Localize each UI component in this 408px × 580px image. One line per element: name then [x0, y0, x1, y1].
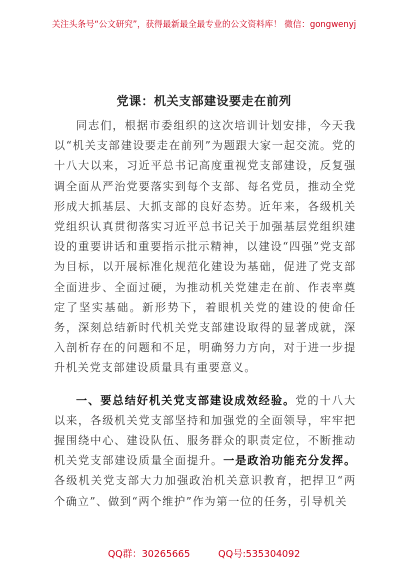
- section-text-continued: 各级机关党支部大力加强政治机关意识教育，把捍卫“两个确立”、做到“两个维护”作为第一位的任务，引导机关: [54, 474, 356, 508]
- footer-qq-group: QQ群：30265665: [107, 549, 191, 560]
- section-text: 党的十八大以来，各级机关党支部坚持和加强党的全面领导，牢牢把握围绕中心、建设队伍、服务群众的职责定位，不断推动机关党支部建设质量全面提升。: [54, 393, 357, 468]
- paragraph-section-one: [54, 391, 356, 512]
- document-title: 党课：机关支部建设要走在前列: [116, 94, 292, 108]
- paragraph-intro: 同志们，根据市委组织的这次培训计划安排，今天我以“机关支部建设要走在前列”为题跟大家一起交流。党的十八大以来，习近平总书记高度重视党支部建设，反复强调全面从严治党要落实到每个支部、每名党员，推动全党形成大抓基层、大抓支部的良好态势。近年来，各级机关党组织认真贯彻落实习近平总书记关于加强基层党组织建设的重要讲话和重要指示批示精神，以建设“四强”党支部为目标，以开展标准化规范化建设为基础，促进了党支部全面进步、全面过硬，为推动机关党建走在前、作表率奠定了坚实基础。新形势下，着眼机关党的建设的使命任务，深刻总结新时代机关党支部建设取得的显著成就，深入剖析存在的问题和不足，明确努力方向，对于进一步提升机关党支部建设质量具有重要意义。: [54, 119, 356, 375]
- document-body: [54, 116, 356, 512]
- footer-qq-number: QQ号:535304092: [218, 549, 301, 560]
- footer-banner: [0, 546, 408, 560]
- section-heading: 一、要总结好机关党支部建设成效经验。: [76, 393, 296, 407]
- section-subheading: 一是政治功能充分发挥。: [223, 454, 356, 468]
- header-banner: 关注头条号“公文研究”，获得最新最全最专业的公文资料库！ 微信：gongwenyj: [51, 20, 357, 30]
